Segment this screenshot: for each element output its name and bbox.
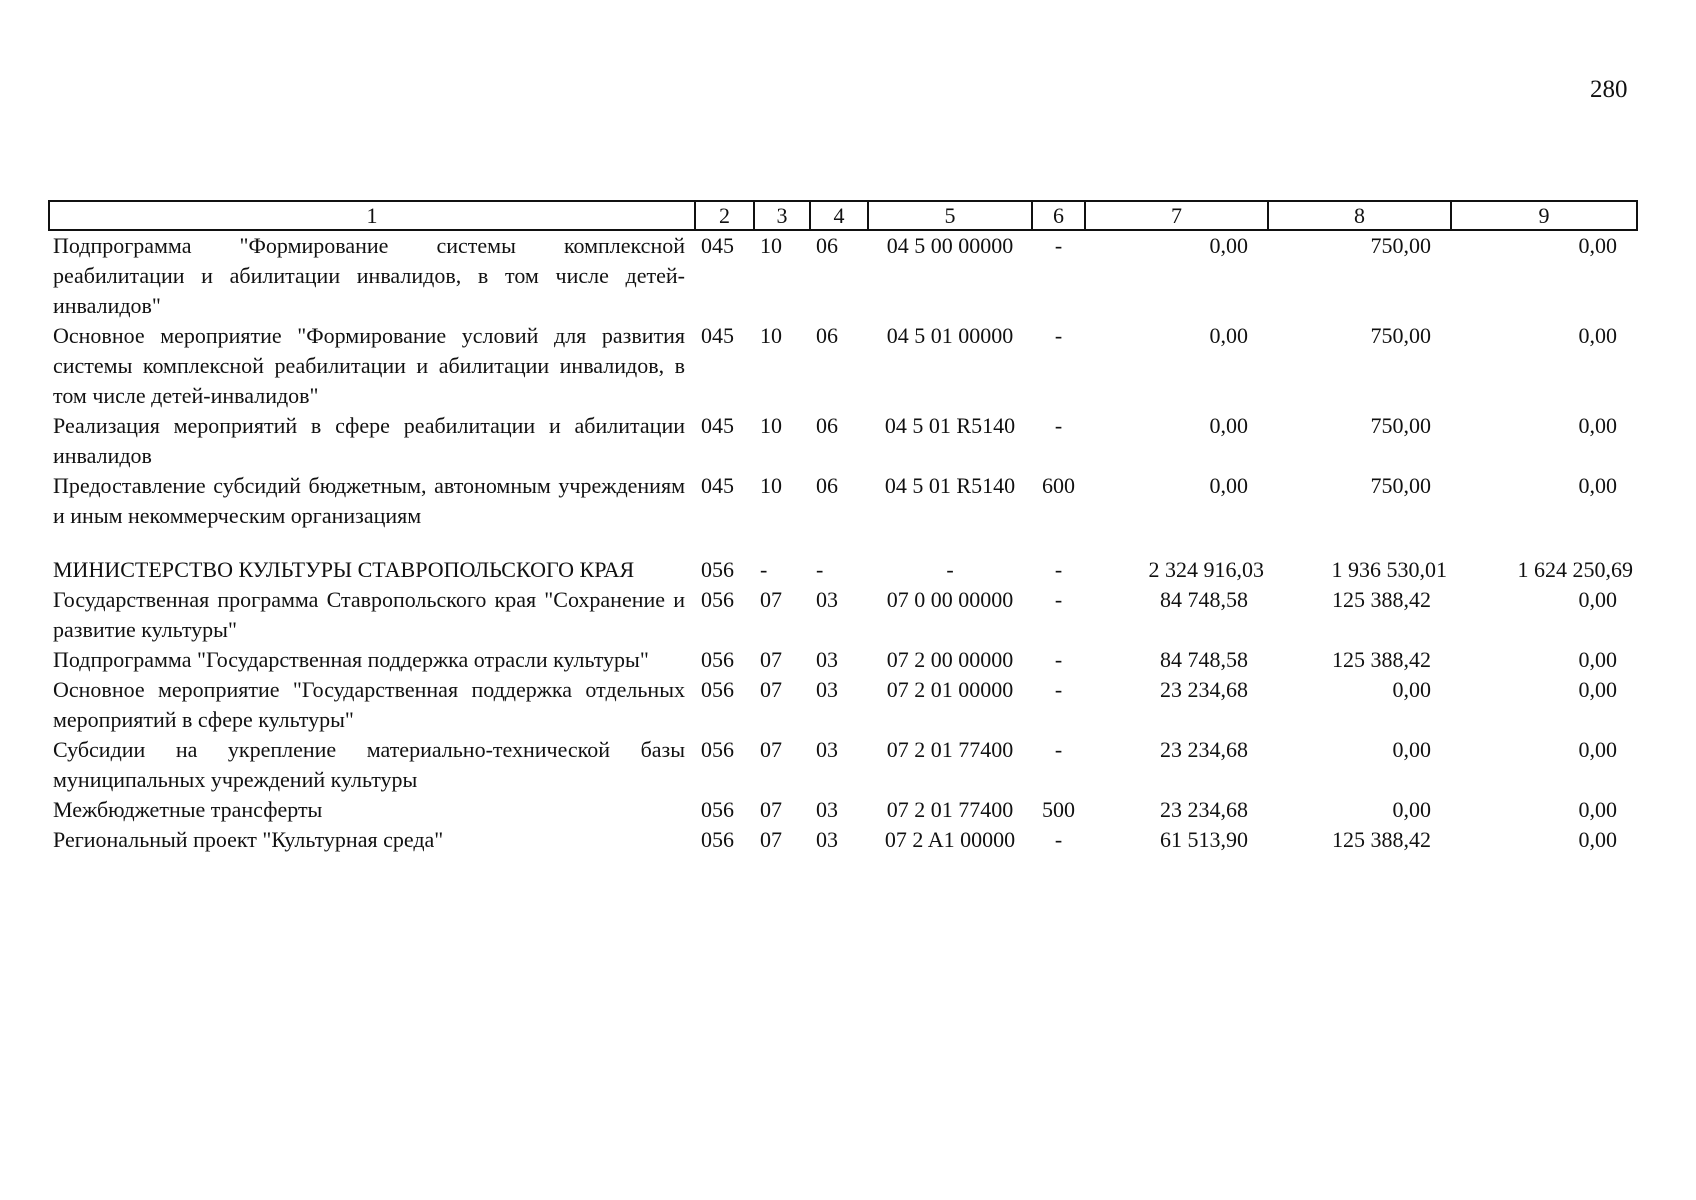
- table-row: [49, 585, 1637, 645]
- cell-col-5: 07 2 01 77400: [886, 797, 1014, 822]
- cell-col-6: -: [1054, 323, 1063, 348]
- cell-col-9: 0,00: [1578, 413, 1617, 438]
- cell-col-2: 056: [701, 587, 734, 612]
- budget-table: [48, 200, 1638, 855]
- cell-col-2: 056: [701, 557, 734, 582]
- cell-col-9: 0,00: [1578, 647, 1617, 672]
- cell-col-6: -: [1054, 587, 1063, 612]
- table-row: [49, 825, 1637, 855]
- cell-col-4: 03: [816, 827, 838, 852]
- cell-col-4: -: [816, 557, 824, 582]
- cell-col-3: 07: [760, 587, 782, 612]
- cell-col-4: 06: [816, 323, 838, 348]
- cell-col-9: 0,00: [1578, 677, 1617, 702]
- cell-col-5: 07 2 01 00000: [886, 677, 1014, 702]
- row-name: Основное мероприятие "Государственная поддержка отдельных мероприятий в сфере культуры": [53, 677, 685, 732]
- cell-col-5: 04 5 01 R5140: [884, 473, 1016, 498]
- cell-col-2: 056: [701, 737, 734, 762]
- column-header-6: 6: [1032, 201, 1085, 230]
- cell-col-5: 07 2 A1 00000: [884, 827, 1016, 852]
- cell-col-5: -: [946, 557, 954, 582]
- column-header-9: 9: [1451, 201, 1637, 230]
- cell-col-4: 03: [816, 677, 838, 702]
- column-header-5: 5: [868, 201, 1032, 230]
- cell-col-5: 07 2 01 77400: [886, 737, 1014, 762]
- cell-col-5: 07 2 00 00000: [886, 647, 1014, 672]
- cell-col-4: 03: [816, 647, 838, 672]
- header-row: [49, 201, 1637, 230]
- cell-col-3: 07: [760, 737, 782, 762]
- cell-col-9: 0,00: [1578, 587, 1617, 612]
- cell-col-3: 10: [760, 323, 782, 348]
- cell-col-2: 045: [701, 233, 734, 258]
- cell-col-3: -: [760, 557, 768, 582]
- row-name: Государственная программа Ставропольского края "Сохранение и развитие культуры": [53, 587, 685, 642]
- cell-col-8: 1 936 530,01: [1331, 557, 1447, 582]
- cell-col-8: 0,00: [1392, 677, 1431, 702]
- table-row: [49, 471, 1637, 531]
- row-name: Реализация мероприятий в сфере реабилитации и абилитации инвалидов: [53, 413, 685, 468]
- cell-col-2: 056: [701, 647, 734, 672]
- page-number: 280: [1590, 76, 1628, 103]
- table-row: [49, 795, 1637, 825]
- cell-col-7: 23 234,68: [1160, 677, 1248, 702]
- cell-col-9: 0,00: [1578, 473, 1617, 498]
- cell-col-7: 0,00: [1209, 323, 1248, 348]
- table-row: [49, 735, 1637, 795]
- table-row: [49, 645, 1637, 675]
- table-row: [49, 321, 1637, 411]
- cell-col-2: 045: [701, 323, 734, 348]
- cell-col-9: 0,00: [1578, 323, 1617, 348]
- cell-col-2: 056: [701, 827, 734, 852]
- cell-col-4: 03: [816, 797, 838, 822]
- row-name: Региональный проект "Культурная среда": [53, 827, 444, 852]
- cell-col-9: 0,00: [1578, 827, 1617, 852]
- cell-col-6: -: [1054, 233, 1063, 258]
- cell-col-7: 84 748,58: [1160, 587, 1248, 612]
- table-row: [49, 230, 1637, 321]
- column-header-8: 8: [1268, 201, 1451, 230]
- cell-col-3: 07: [760, 647, 782, 672]
- cell-col-7: 0,00: [1209, 473, 1248, 498]
- cell-col-8: 125 388,42: [1332, 827, 1431, 852]
- cell-col-7: 2 324 916,03: [1148, 557, 1264, 582]
- cell-col-6: -: [1054, 677, 1063, 702]
- row-name: Предоставление субсидий бюджетным, автономным учреждениям и иным некоммерческим организациям: [53, 473, 685, 528]
- cell-col-7: 0,00: [1209, 233, 1248, 258]
- cell-col-8: 750,00: [1370, 413, 1431, 438]
- row-name: Субсидии на укрепление материально-технической базы муниципальных учреждений культуры: [53, 737, 685, 792]
- cell-col-3: 07: [760, 797, 782, 822]
- row-name: МИНИСТЕРСТВО КУЛЬТУРЫ СТАВРОПОЛЬСКОГО КРАЯ: [53, 557, 635, 582]
- cell-col-8: 125 388,42: [1332, 647, 1431, 672]
- cell-col-6: -: [1054, 827, 1063, 852]
- cell-col-3: 07: [760, 677, 782, 702]
- cell-col-2: 045: [701, 473, 734, 498]
- cell-col-3: 10: [760, 413, 782, 438]
- table-row: [49, 411, 1637, 471]
- cell-col-3: 10: [760, 473, 782, 498]
- cell-col-2: 056: [701, 677, 734, 702]
- cell-col-6: -: [1054, 647, 1063, 672]
- row-name: Межбюджетные трансферты: [53, 797, 323, 822]
- cell-col-6: -: [1054, 737, 1063, 762]
- table-row: [49, 555, 1637, 585]
- cell-col-8: 750,00: [1370, 233, 1431, 258]
- cell-col-9: 1 624 250,69: [1517, 557, 1633, 582]
- cell-col-5: 07 0 00 00000: [886, 587, 1014, 612]
- cell-col-5: 04 5 00 00000: [886, 233, 1014, 258]
- cell-col-5: 04 5 01 R5140: [884, 413, 1016, 438]
- cell-col-6: 500: [1042, 797, 1075, 822]
- cell-col-7: 23 234,68: [1160, 797, 1248, 822]
- spacer-cell: [49, 531, 1637, 555]
- cell-col-7: 84 748,58: [1160, 647, 1248, 672]
- cell-col-9: 0,00: [1578, 737, 1617, 762]
- cell-col-8: 0,00: [1392, 737, 1431, 762]
- table-row: [49, 675, 1637, 735]
- column-header-7: 7: [1085, 201, 1268, 230]
- column-header-4: 4: [810, 201, 868, 230]
- cell-col-6: 600: [1042, 473, 1075, 498]
- row-name: Подпрограмма "Формирование системы комплексной реабилитации и абилитации инвалидов, в том числе детей-инвалидов": [53, 233, 685, 318]
- row-name: Подпрограмма "Государственная поддержка отрасли культуры": [53, 647, 649, 672]
- cell-col-8: 125 388,42: [1332, 587, 1431, 612]
- column-header-3: 3: [754, 201, 810, 230]
- row-name: Основное мероприятие "Формирование условий для развития системы комплексной реабилитации и абилитации инвалидов, в том числе детей-инвалидов": [53, 323, 685, 408]
- cell-col-5: 04 5 01 00000: [886, 323, 1014, 348]
- cell-col-2: 056: [701, 797, 734, 822]
- cell-col-3: 10: [760, 233, 782, 258]
- cell-col-4: 03: [816, 587, 838, 612]
- cell-col-6: -: [1054, 557, 1063, 582]
- cell-col-4: 03: [816, 737, 838, 762]
- cell-col-9: 0,00: [1578, 797, 1617, 822]
- cell-col-7: 61 513,90: [1160, 827, 1248, 852]
- cell-col-8: 750,00: [1370, 473, 1431, 498]
- cell-col-9: 0,00: [1578, 233, 1617, 258]
- cell-col-2: 045: [701, 413, 734, 438]
- cell-col-7: 0,00: [1209, 413, 1248, 438]
- cell-col-3: 07: [760, 827, 782, 852]
- section-spacer: [49, 531, 1637, 555]
- cell-col-6: -: [1054, 413, 1063, 438]
- cell-col-7: 23 234,68: [1160, 737, 1248, 762]
- column-header-2: 2: [695, 201, 754, 230]
- cell-col-4: 06: [816, 233, 838, 258]
- cell-col-4: 06: [816, 473, 838, 498]
- column-header-1: 1: [49, 201, 695, 230]
- cell-col-8: 750,00: [1370, 323, 1431, 348]
- cell-col-8: 0,00: [1392, 797, 1431, 822]
- cell-col-4: 06: [816, 413, 838, 438]
